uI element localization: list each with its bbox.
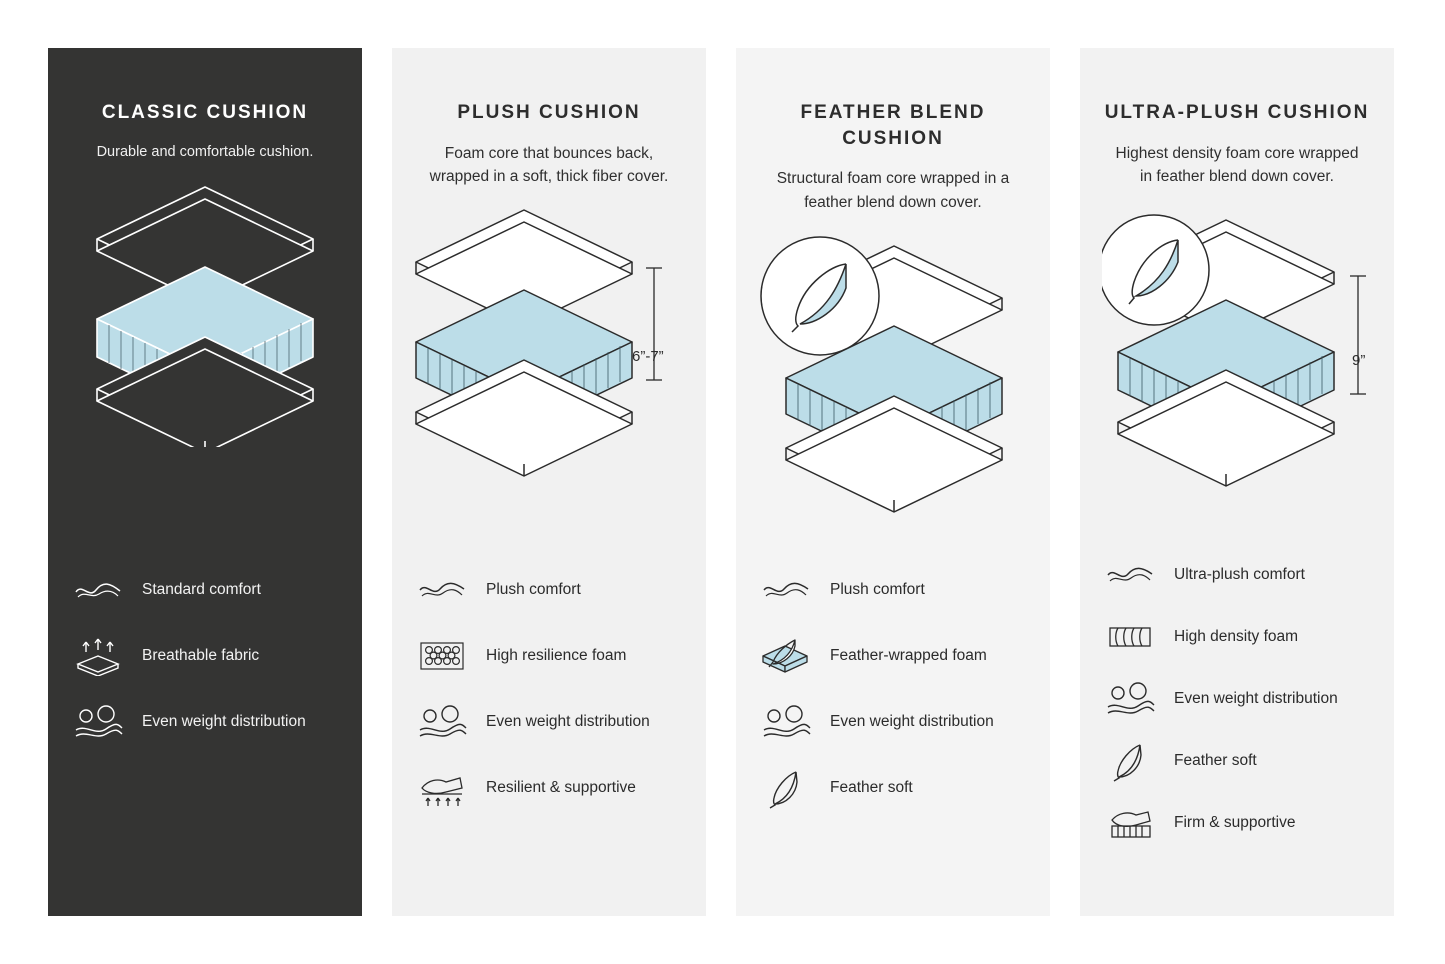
exploded-cushion-illustration <box>758 228 1030 518</box>
feature-item <box>1102 553 1376 597</box>
feather-badge-icon <box>1102 215 1209 325</box>
weight-distribution-icon <box>414 702 470 742</box>
wave-icon <box>1102 555 1158 595</box>
high-density-foam-icon <box>1102 617 1158 657</box>
feature-item <box>758 700 1032 744</box>
feature-label: Plush comfort <box>830 580 925 598</box>
feature-item <box>70 568 344 612</box>
cushion-diagram-ultra-plush <box>1102 202 1372 502</box>
feature-item <box>414 700 688 744</box>
honeycomb-foam-icon <box>414 636 470 676</box>
cushion-diagram-feather-blend <box>758 228 1028 528</box>
page-title: ULTRA-PLUSH CUSHION <box>1104 102 1370 123</box>
feature-item <box>414 634 688 678</box>
feature-list-classic <box>70 568 344 766</box>
card-description: Durable and comfortable cushion. <box>96 143 314 160</box>
wave-icon <box>414 570 470 610</box>
feature-list-plush <box>414 568 688 832</box>
page-title: PLUSH CUSHION <box>457 102 641 123</box>
feature-label: Even weight distribution <box>486 712 650 730</box>
feature-label: Ultra-plush comfort <box>1174 565 1305 583</box>
feature-label: Breathable fabric <box>142 646 260 664</box>
feature-item <box>70 634 344 678</box>
feature-item <box>414 568 688 612</box>
exploded-cushion-illustration <box>1102 202 1374 492</box>
exploded-cushion-illustration <box>85 177 325 447</box>
feature-label: Even weight distribution <box>830 712 994 730</box>
firm-support-icon <box>1102 803 1158 843</box>
dimension-label: 6”-7” <box>632 348 664 366</box>
feature-item <box>758 568 1032 612</box>
cushion-diagram-plush <box>414 202 684 502</box>
page-title: FEATHER BLEND CUSHION <box>800 102 986 149</box>
card-description: Foam core that bounces back, wrapped in a soft, thick fiber cover. <box>429 144 669 185</box>
feature-label: Standard comfort <box>142 580 261 598</box>
page-title: CLASSIC CUSHION <box>101 102 309 123</box>
wave-icon <box>758 570 814 610</box>
cushion-diagram-classic <box>70 177 340 477</box>
cushion-card-ultra-plush[interactable] <box>1080 48 1394 916</box>
weight-distribution-icon <box>1102 679 1158 719</box>
resilient-support-icon <box>414 768 470 808</box>
feature-label: Resilient & supportive <box>486 778 636 796</box>
feature-label: Feather soft <box>830 778 913 796</box>
cushion-card-plush[interactable] <box>392 48 706 916</box>
dimension-label: 9” <box>1352 352 1366 370</box>
cushion-card-classic[interactable] <box>48 48 362 916</box>
feature-item <box>1102 615 1376 659</box>
breathable-fabric-icon <box>70 636 126 676</box>
feature-item <box>414 766 688 810</box>
dimension-bracket <box>1350 276 1366 394</box>
feature-item <box>758 766 1032 810</box>
exploded-cushion-illustration <box>414 202 686 482</box>
feature-label: High density foam <box>1174 627 1299 645</box>
feature-item <box>1102 801 1376 845</box>
feature-item <box>1102 739 1376 783</box>
feature-label: Even weight distribution <box>142 712 306 730</box>
weight-distribution-icon <box>758 702 814 742</box>
feature-label: High resilience foam <box>486 646 627 664</box>
feather-badge-icon <box>761 237 879 355</box>
feature-label: Plush comfort <box>486 580 581 598</box>
feature-item <box>70 700 344 744</box>
feature-label: Firm & supportive <box>1174 813 1296 831</box>
feather-wrapped-foam-icon <box>758 636 814 676</box>
cushion-card-feather-blend[interactable] <box>736 48 1050 916</box>
feature-label: Even weight distribution <box>1174 689 1338 707</box>
feature-label: Feather soft <box>1174 751 1257 769</box>
feature-item <box>758 634 1032 678</box>
card-description: Highest density foam core wrapped in feather blend down cover. <box>1115 144 1359 185</box>
card-description: Structural foam core wrapped in a feather blend down cover. <box>776 170 1010 211</box>
feather-icon <box>1102 741 1158 781</box>
feature-label: Feather-wrapped foam <box>830 646 987 664</box>
feather-icon <box>758 768 814 808</box>
feature-list-feather-blend <box>758 568 1032 832</box>
feature-item <box>1102 677 1376 721</box>
feature-list-ultra-plush <box>1102 553 1376 867</box>
wave-icon <box>70 570 126 610</box>
weight-distribution-icon <box>70 702 126 742</box>
